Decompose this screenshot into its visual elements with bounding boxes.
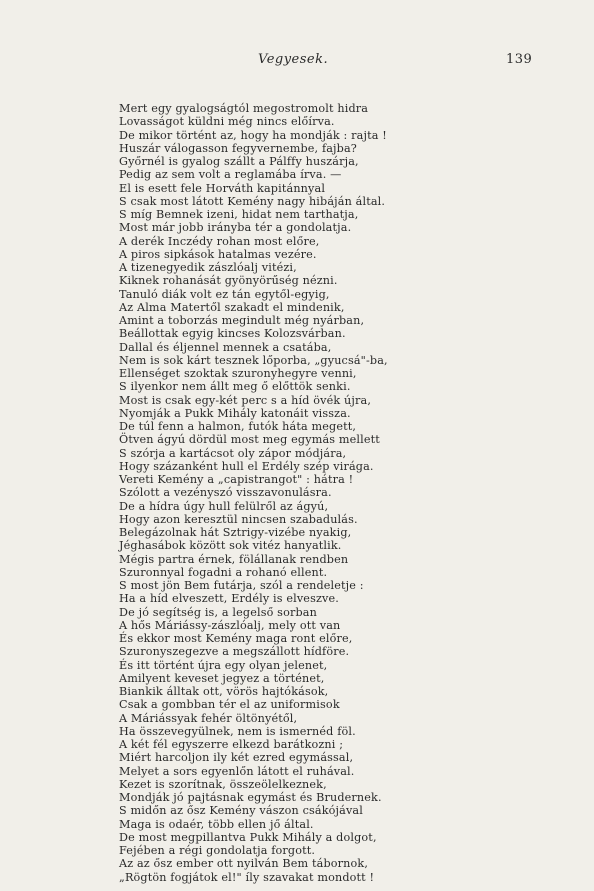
poem-line: A két fél egyszerre elkezd barátkozni ; (119, 738, 344, 751)
poem-line: Nyomják a Pukk Mihály katonáit vissza. (119, 406, 351, 420)
poem-line: De most megpillantva Pukk Mihály a dolgot, (119, 830, 377, 844)
poem-line: Győrnél is gyalog szállt a Pálffy huszárja, (119, 155, 359, 168)
poem-line: S míg Bemnek izeni, hidat nem tarthatja, (119, 208, 359, 221)
poem-line: De a hídra úgy hull felülről az ágyú, (119, 499, 329, 513)
poem-line: Most már jobb irányba tér a gondolatja. (119, 221, 352, 235)
poem-line: Ha összevegyülnek, nem is ismernéd föl. (119, 724, 356, 738)
poem-line: Mondják jó pajtásnak egymást és Brudernek. (119, 791, 382, 804)
poem-line: De mikor történt az, hogy ha mondják : rajta ! (119, 128, 387, 142)
poem-line: Szuronyszegezve a megszállott hídföre. (119, 645, 350, 659)
poem-line: Maga is odaér, több ellen jő által. (119, 817, 314, 831)
poem-line: Melyet a sors egyenlőn látott el ruhával. (119, 764, 355, 778)
poem-line: Amint a toborzás megindult még nyárban, (119, 314, 365, 327)
poem-line: S szórja a kartácsot oly zápor módjára, (119, 446, 347, 460)
poem-body (119, 102, 539, 884)
poem-line: Beállottak egyig kincses Kolozsvárban. (119, 327, 346, 341)
poem-line: Fejében a régi gondolatja forgott. (119, 844, 316, 857)
poem-line: Biankik álltak ott, vörös hajtókások, (119, 685, 329, 698)
page-number: 139 (506, 52, 533, 67)
poem-line: És itt történt újra egy olyan jelenet, (119, 658, 328, 672)
poem-line: Ötven ágyú dördül most meg egymás mellett (119, 433, 380, 447)
poem-line: A Máriássyak fehér öltönyétől, (119, 711, 298, 725)
poem-line: Kiknek rohanását gyönyörűség nézni. (119, 274, 338, 288)
poem-line: És ekkor most Kemény maga ront előre, (119, 632, 353, 645)
poem-line: Huszár válogasson fegyvernembe, fajba? (119, 141, 357, 155)
poem-line: Ellenséget szoktak szuronyhegyre venni, (119, 367, 357, 380)
poem-line: S midőn az ősz Kemény vászon csákójával (119, 804, 363, 818)
poem-line: Lovasságot küldni még nincs előírva. (119, 115, 335, 129)
poem-line: Jéghasábok között sok vitéz hanyatlik. (119, 539, 342, 553)
poem-line: Vereti Kemény a „capistrangot" : hátra ! (119, 473, 354, 486)
poem-line: Pedig az sem volt a reglamába írva. — (119, 168, 342, 182)
poem-line: De túl fenn a halmon, futók háta megett, (119, 420, 357, 433)
poem-line: El is esett fele Horváth kapitánnyal (119, 181, 326, 195)
poem-line: „Rögtön fogjátok el!" íly szavakat mondott ! (119, 870, 375, 884)
poem-line: Szuronnyal fogadni a rohanó ellent. (119, 565, 328, 579)
poem-line: A piros sipkások hatalmas vezére. (119, 247, 317, 261)
poem-line: Tanuló diák volt ez tán egytől-egyig, (119, 287, 330, 301)
poem-line: Belegázolnak hát Sztrigy-vizébe nyakig, (119, 526, 352, 539)
running-title: Vegyesek. (258, 52, 329, 67)
poem-line: Hogy százanként hull el Erdély szép virága. (119, 459, 374, 473)
poem-line: S most jön Bem futárja, szól a rendeletje : (119, 579, 364, 592)
poem-line: Miért harcoljon ily két ezred egymással, (119, 751, 354, 765)
poem-line: Most is csak egy-két perc s a híd övék újra, (119, 393, 372, 407)
poem-line: Nem is sok kárt tesznek lőporba, „gyucsá"-ba, (119, 353, 388, 367)
poem-line: Az az ősz ember ott nyilván Bem tábornok, (119, 857, 369, 871)
poem-line: A tizenegyedik zászlóalj vitézi, (119, 261, 297, 274)
poem-line: A hős Máriássy-zászlóalj, mely ott van (119, 618, 341, 632)
poem-line: Az Alma Matertől szakadt el mindenik, (119, 300, 345, 314)
poem-line: S csak most látott Kemény nagy hibáján által. (119, 194, 386, 208)
poem-line: Kezet is szorítnak, összeölelkeznek, (119, 777, 327, 791)
poem-line: Hogy azon keresztül nincsen szabadulás. (119, 512, 358, 526)
poem-line: Amilyent keveset jegyez a történet, (119, 671, 325, 685)
poem-line: Mégis partra érnek, fölállanak rendben (119, 552, 349, 566)
poem-line: Szólott a vezényszó visszavonulásra. (119, 486, 332, 500)
poem-line: De jó segítség is, a legelső sorban (119, 605, 317, 619)
poem-line: Mert egy gyalogságtól megostromolt hidra (119, 102, 369, 115)
poem-line: Dallal és éljennel mennek a csatába, (119, 340, 332, 354)
poem-line: S ilyenkor nem állt meg ő előttök senki. (119, 380, 351, 394)
poem-line: Ha a híd elveszett, Erdély is elveszve. (119, 592, 339, 606)
poem-line: A derék Inczédy rohan most előre, (119, 234, 320, 248)
poem-line: Csak a gombban tér el az uniformisok (119, 698, 340, 712)
page-header (0, 52, 594, 72)
